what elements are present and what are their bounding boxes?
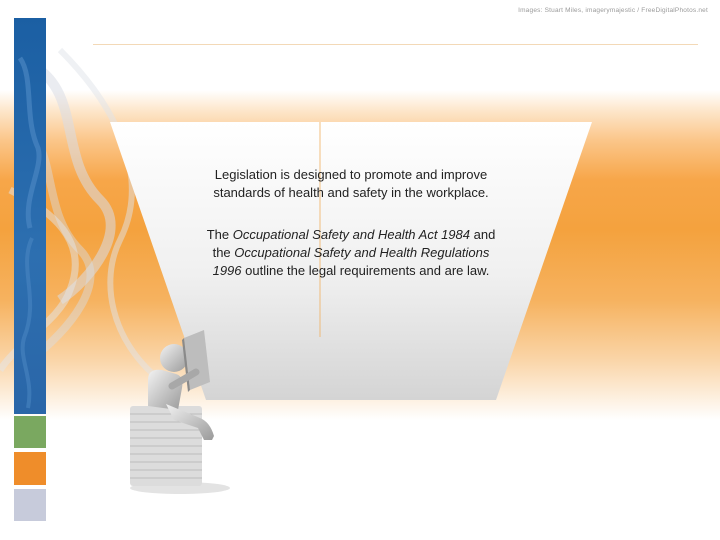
blue-strip-swirl-icon	[14, 18, 46, 414]
regulations-name: Occupational Safety and Health Regulations 1996	[212, 245, 490, 278]
grey-block	[14, 489, 46, 521]
title-prefix: Induction	[95, 23, 142, 35]
page-title	[95, 23, 236, 35]
blue-strip	[14, 18, 46, 414]
act-name: Occupational Safety and Health Act 1984	[232, 227, 470, 242]
person-reading-icon	[118, 328, 238, 496]
header-divider	[93, 44, 698, 45]
paragraph-legislation: Legislation is designed to promote and improve standards of health and safety in the workplace.	[213, 167, 489, 200]
acts-text-2: and the	[212, 227, 496, 260]
acts-text-1: The	[206, 227, 233, 242]
paragraph-acts	[205, 226, 497, 280]
image-credit: Images: Stuart Miles, imagerymajestic / FreeDigitalPhotos.net	[518, 7, 708, 14]
orange-block	[14, 452, 46, 485]
green-block	[14, 416, 46, 448]
title-main: Health and Safety	[144, 23, 237, 35]
left-color-strip	[14, 18, 46, 521]
body-text	[205, 166, 497, 280]
acts-text-3: outline the legal requirements and are law.	[241, 263, 490, 278]
